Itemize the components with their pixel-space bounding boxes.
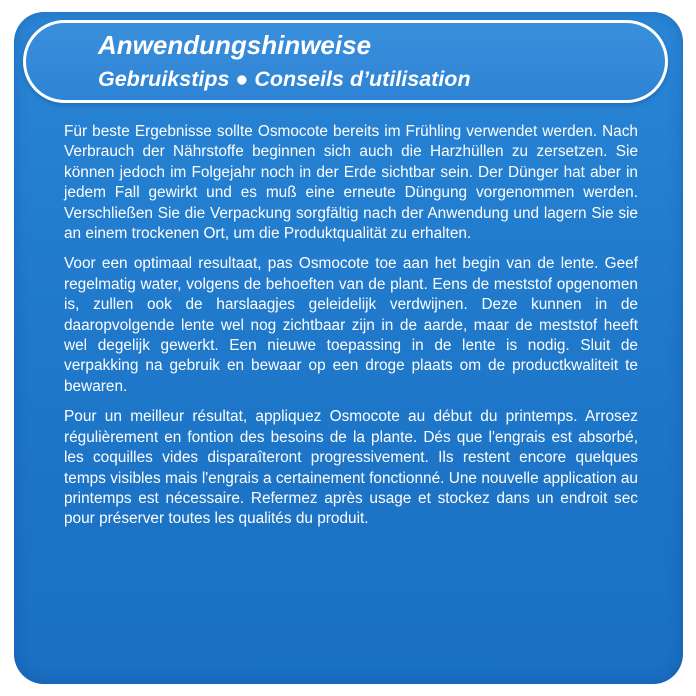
page-title: Anwendungshinweise bbox=[98, 30, 372, 60]
paragraph-german: Für beste Ergebnisse sollte Osmocote bereits im Frühling verwendet werden. Nach Verbrauch der Nährstoffe beginnen sich auch die Harzhüllen zu zersetzen. Sie können jedoch im Folgejahr noch in der Erde sichtbar sein. Der Dünger hat aber in jedem Fall gewirkt und es muß eine erneute Düngung vorgenommen werden. Verschließen Sie die Verpackung sorgfältig nach der Anwendung und lagern Sie sie an einem trockenen Ort, um die Produktqualität zu erhalten. bbox=[64, 123, 638, 243]
instructions-body bbox=[64, 122, 638, 540]
paragraph-dutch: Voor een optimaal resultaat, pas Osmocote toe aan het begin van de lente. Geef regelmatig water, volgens de behoeften van de plant. Eens de meststof opgenomen is, zullen ook de harslaagjes geleidelijk verdwijnen. Deze kunnen in de daaropvolgende lente wel nog zichtbaar zijn in de aarde, maar de meststof heeft wel degelijk gewerkt. Een nieuwe toepassing in de lente is nodig. Sluit de verpakking na gebruik en bewaar op een droge plaats om de productkwaliteit te bewaren. bbox=[64, 255, 638, 395]
paragraph-french: Pour un meilleur résultat, appliquez Osmocote au début du printemps. Arrosez régulièrement en fontion des besoins de la plante. Dés que l'engrais est absorbé, les coquilles vides disparaîteront progressivement. Ils restent encore quelques temps visibles mais l'engrais a certainement fonctionné. Une nouvelle application au printemps est nécessaire. Refermez après usage et stockez dans un endroit sec pour préserver toutes les qualités du produit. bbox=[64, 408, 638, 528]
page-subtitle: Gebruikstips ● Conseils d’utilisation bbox=[98, 67, 471, 91]
